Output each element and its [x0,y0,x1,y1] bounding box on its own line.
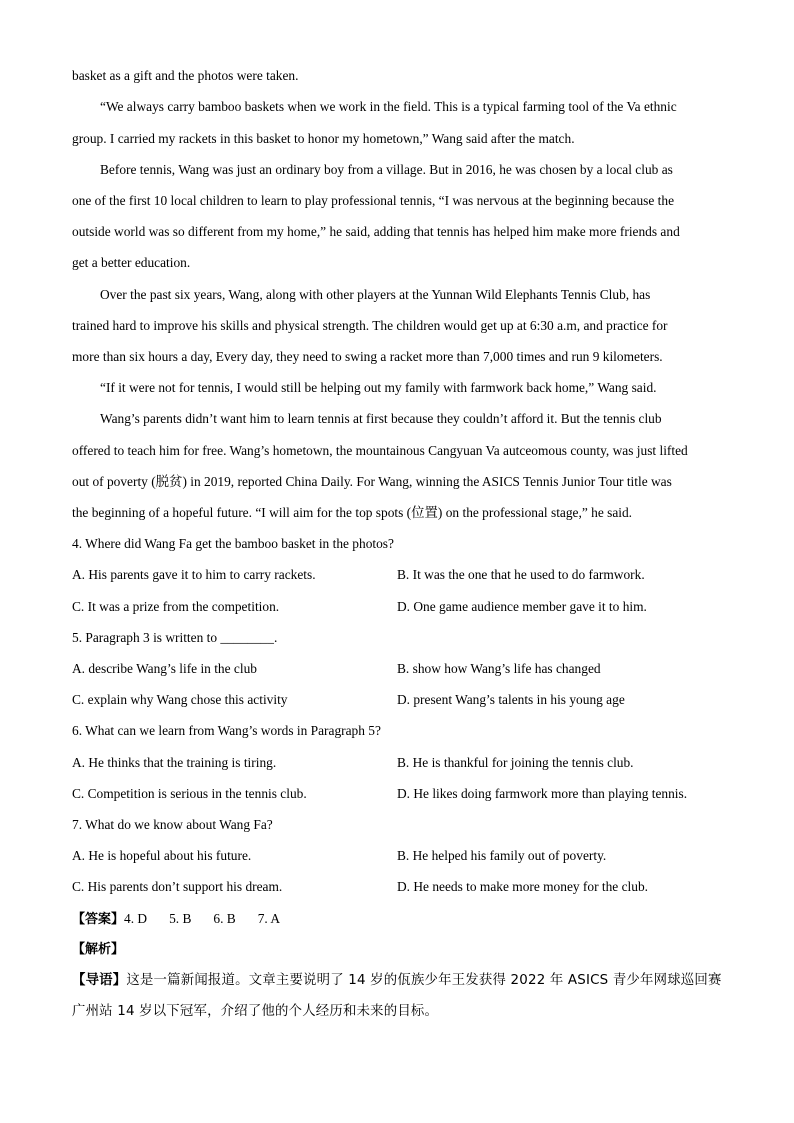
question-4-option-d: D. One game audience member gave it to him. [397,599,647,614]
answer-item: 6. B [213,911,236,926]
answer-item: 7. A [257,911,281,926]
guide-text-1: 这是一篇新闻报道。文章主要说明了 14 岁的佤族少年王发获得 2022 年 ASICS 青少年网球巡回赛 [126,973,722,988]
question-6-stem: 6. What can we learn from Wang’s words in Paragraph 5? [72,723,381,738]
question-7-option-c: C. His parents don’t support his dream. [72,879,283,894]
question-4-stem: 4. Where did Wang Fa get the bamboo basket in the photos? [72,536,394,551]
question-7-stem: 7. What do we know about Wang Fa? [72,817,273,832]
question-5-stem: 5. Paragraph 3 is written to ________. [72,630,278,645]
question-4-option-b: B. It was the one that he used to do farmwork. [397,567,645,582]
passage-line: get a better education. [72,255,191,270]
passage-line: more than six hours a day, Every day, they need to swing a racket more than 7,000 times and run 9 kilometers. [72,349,663,364]
passage-line: group. I carried my rackets in this basket to honor my hometown,” Wang said after the match. [72,131,575,146]
answer-item: 4. D [124,911,148,926]
passage-line: “We always carry bamboo baskets when we work in the field. This is a typical farming tool of the Va ethnic [100,99,677,114]
analysis-label: 【解析】 [72,942,125,957]
question-5-option-c: C. explain why Wang chose this activity [72,692,288,707]
answer-line [72,911,280,928]
question-4-option-a: A. His parents gave it to him to carry rackets. [72,567,316,582]
answer-item: 5. B [169,911,192,926]
passage-line: trained hard to improve his skills and physical strength. The children would get up at 6:30 a.m, and practice for [72,318,668,333]
passage-line: out of poverty (脱贫) in 2019, reported China Daily. For Wang, winning the ASICS Tennis Junior Tour title was [72,474,672,489]
answer-label: 【答案】 [72,912,125,927]
guide-label: 【导语】 [72,973,127,988]
question-6-option-c: C. Competition is serious in the tennis club. [72,786,307,801]
question-6-option-a: A. He thinks that the training is tiring. [72,755,277,770]
passage-line: Before tennis, Wang was just an ordinary boy from a village. But in 2016, he was chosen by a local club as [100,162,673,177]
question-5-option-b: B. show how Wang’s life has changed [397,661,601,676]
passage-line: “If it were not for tennis, I would still be helping out my family with farmwork back home,” Wang said. [100,380,657,395]
question-7-option-a: A. He is hopeful about his future. [72,848,252,863]
passage-line: one of the first 10 local children to learn to play professional tennis, “I was nervous at the beginning because the [72,193,675,208]
passage-line: Wang’s parents didn’t want him to learn tennis at first because they couldn’t afford it. But the tennis club [100,411,662,426]
question-5-option-a: A. describe Wang’s life in the club [72,661,257,676]
guide-line-1 [72,973,722,989]
question-4-option-c: C. It was a prize from the competition. [72,599,280,614]
passage-line: the beginning of a hopeful future. “I will aim for the top spots (位置) on the professional stage,” he said. [72,505,633,520]
question-5-option-d: D. present Wang’s talents in his young age [397,692,625,707]
question-7-option-d: D. He needs to make more money for the club. [397,879,648,894]
passage-line: offered to teach him for free. Wang’s hometown, the mountainous Cangyuan Va autceomous county, was just lifted [72,443,688,458]
question-6-option-b: B. He is thankful for joining the tennis club. [397,755,634,770]
passage-line: basket as a gift and the photos were taken. [72,68,299,83]
passage-line: Over the past six years, Wang, along with other players at the Yunnan Wild Elephants Tennis Club, has [100,287,651,302]
guide-line-2: 广州站 14 岁以下冠军，介绍了他的个人经历和未来的目标。 [72,1004,439,1019]
question-7-option-b: B. He helped his family out of poverty. [397,848,607,863]
question-6-option-d: D. He likes doing farmwork more than playing tennis. [397,786,688,801]
passage-line: outside world was so different from my home,” he said, adding that tennis has helped him make more friends and [72,224,680,239]
